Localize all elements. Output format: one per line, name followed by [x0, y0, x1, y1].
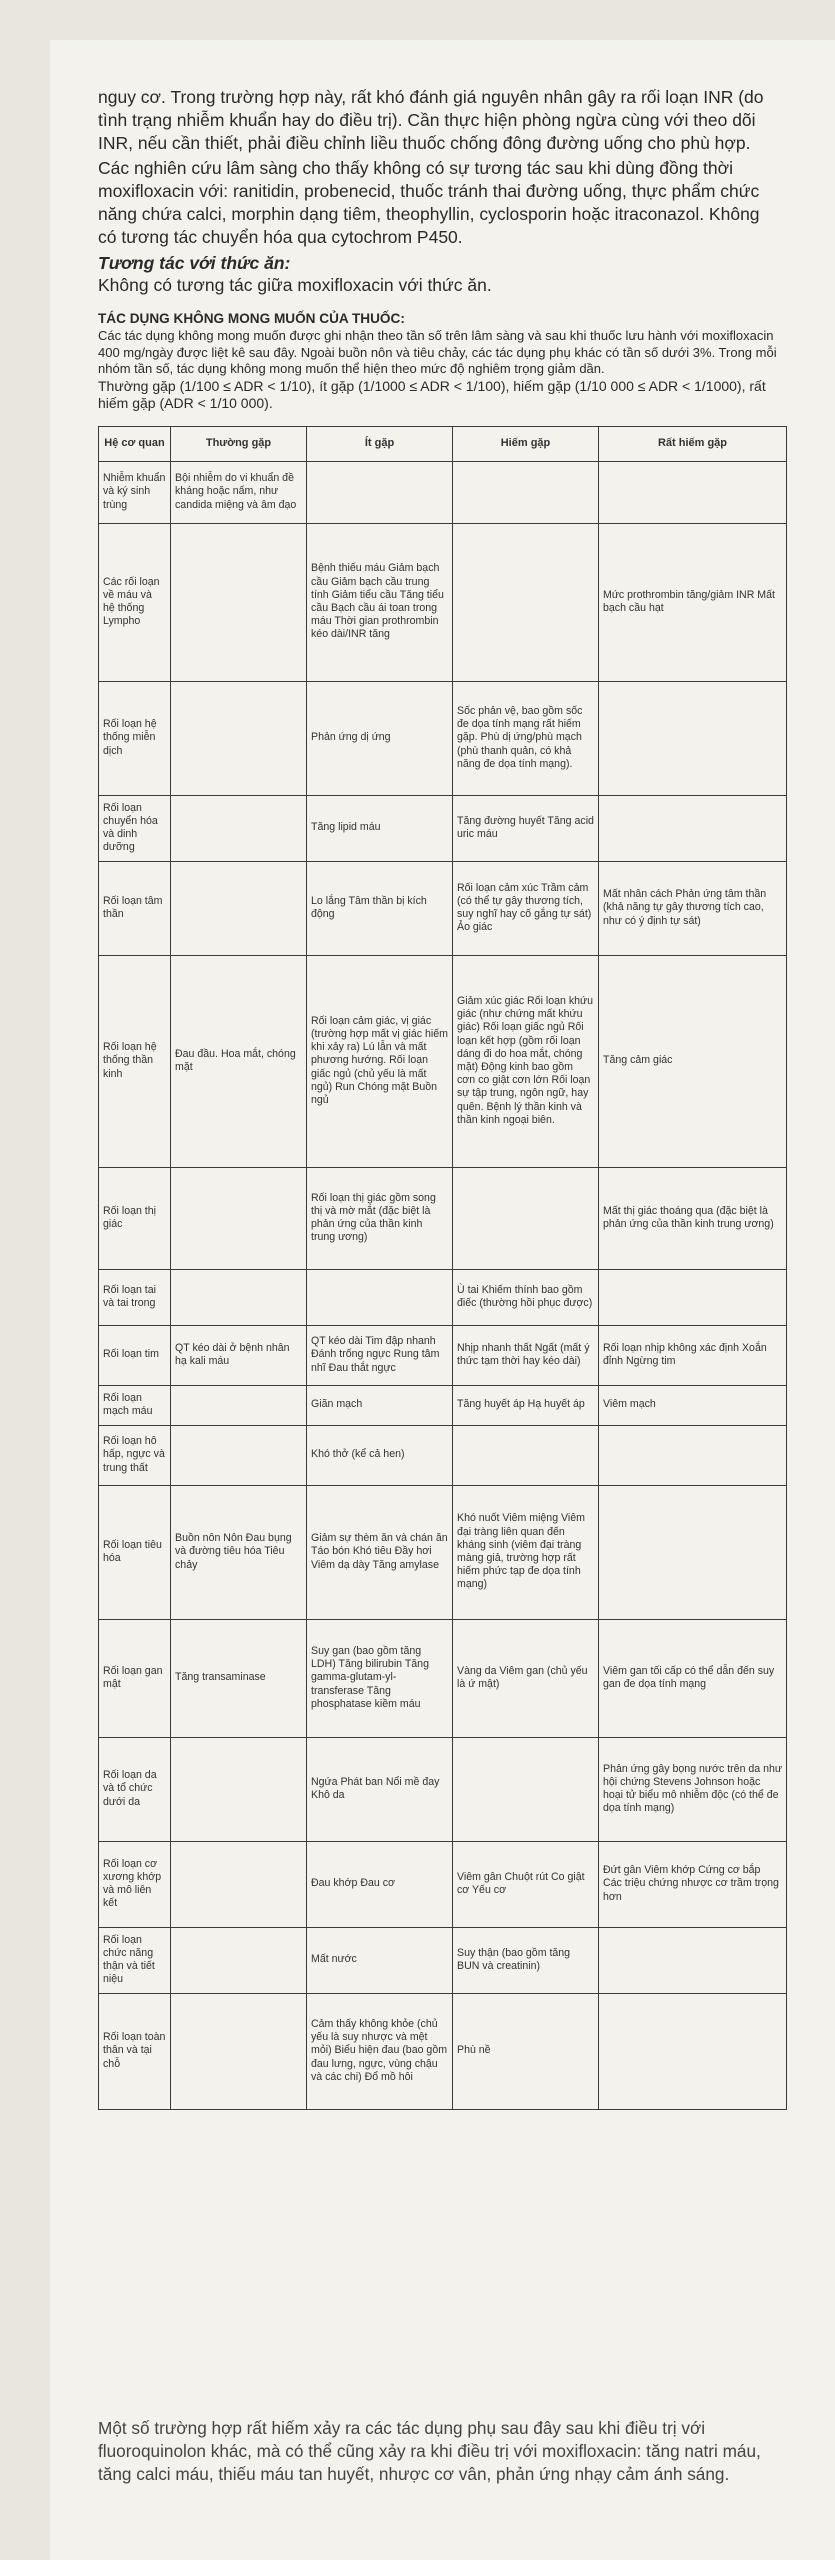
cell-rare: Khó nuốt Viêm miệng Viêm đại tràng liên quan đến kháng sinh (viêm đại tràng màng giả, trường hợp rất hiếm phức tạp đe dọa tính mạng) — [453, 1485, 599, 1619]
cell-uncommon: Khó thở (kể cả hen) — [307, 1425, 453, 1485]
table-row — [99, 1619, 787, 1737]
cell-rare — [453, 523, 599, 681]
food-interaction-heading: Tương tác với thức ăn: — [98, 253, 291, 273]
cell-organ: Rối loạn da và tổ chức dưới da — [99, 1737, 171, 1841]
cell-organ: Rối loạn hô hấp, ngực và trung thất — [99, 1425, 171, 1485]
cell-very-rare: Viêm mạch — [599, 1385, 787, 1425]
cell-uncommon: Rối loạn cảm giác, vị giác (trường hợp mất vị giác hiếm khi xảy ra) Lú lẫn và mất phương hướng. Rối loạn giấc ngủ (chủ yếu là mất ngủ) Run Chóng mặt Buồn ngủ — [307, 955, 453, 1167]
cell-uncommon: Giãn mạch — [307, 1385, 453, 1425]
cell-rare: Phù nề — [453, 1993, 599, 2109]
cell-common — [171, 1841, 307, 1927]
cell-common: Tăng transaminase — [171, 1619, 307, 1737]
table-row — [99, 1841, 787, 1927]
cell-rare: Suy thận (bao gồm tăng BUN và creatinin) — [453, 1927, 599, 1993]
cell-uncommon — [307, 1269, 453, 1325]
cell-organ: Rối loạn cơ xương khớp và mô liên kết — [99, 1841, 171, 1927]
cell-very-rare — [599, 681, 787, 795]
cell-uncommon: Ngứa Phát ban Nổi mề đay Khô da — [307, 1737, 453, 1841]
header-very-rare: Rất hiếm gặp — [599, 426, 787, 461]
cell-common — [171, 1167, 307, 1269]
cell-organ: Rối loạn tâm thần — [99, 861, 171, 955]
cell-common — [171, 681, 307, 795]
cell-uncommon: Lo lắng Tâm thần bị kích động — [307, 861, 453, 955]
table-row — [99, 1269, 787, 1325]
cell-organ: Rối loạn tiêu hóa — [99, 1485, 171, 1619]
table-row — [99, 461, 787, 523]
cell-uncommon: Tăng lipid máu — [307, 795, 453, 861]
cell-rare: Giảm xúc giác Rối loạn khứu giác (như chứng mất khứu giác) Rối loạn giấc ngủ Rối loạn kết hợp (gồm rối loạn dáng đi do hoa mắt, chóng mặt) Động kinh bao gồm cơn co giật cơn lớn Rối loạn sự tập trung, ngôn ngữ, hay quên. Bệnh lý thần kinh và thần kinh ngoại biên. — [453, 955, 599, 1167]
table-row — [99, 795, 787, 861]
cell-common: Bội nhiễm do vi khuẩn đề kháng hoặc nấm, như candida miệng và âm đạo — [171, 461, 307, 523]
adr-frequency-text: Thường gặp (1/100 ≤ ADR < 1/10), ít gặp (1/1000 ≤ ADR < 1/100), hiếm gặp (1/10 000 ≤ ADR < 1/1000), rất hiếm gặp (ADR < 1/10 000). — [98, 377, 766, 411]
cell-uncommon: Giảm sự thèm ăn và chán ăn Táo bón Khó tiêu Đầy hơi Viêm dạ dày Tăng amylase — [307, 1485, 453, 1619]
cell-very-rare: Đứt gân Viêm khớp Cứng cơ bắp Các triệu chứng nhược cơ trầm trọng hơn — [599, 1841, 787, 1927]
cell-rare: Sốc phản vệ, bao gồm sốc đe dọa tính mạng rất hiếm gặp. Phù dị ứng/phù mạch (phù thanh quản, có khả năng đe dọa tính mạng). — [453, 681, 599, 795]
table-row — [99, 1927, 787, 1993]
cell-organ: Nhiễm khuẩn và ký sinh trùng — [99, 461, 171, 523]
adr-intro-text: Các tác dụng không mong muốn được ghi nhận theo tần số trên lâm sàng và sau khi thuốc lưu hành với moxifloxacin 400 mg/ngày được liệt kê sau đây. Ngoài buồn nôn và tiêu chảy, các tác dụng phụ khác có tần số dưới 3%. Trong mỗi nhóm tần số, tác dụng không mong muốn thể hiện theo mức độ nghiêm trọng giảm dần. — [98, 328, 777, 376]
cell-very-rare: Mất nhân cách Phản ứng tâm thần (khả năng tự gây thương tích cao, như có ý định tự sát) — [599, 861, 787, 955]
table-row — [99, 1425, 787, 1485]
cell-common — [171, 1425, 307, 1485]
cell-very-rare — [599, 461, 787, 523]
cell-organ: Rối loạn thị giác — [99, 1167, 171, 1269]
cell-organ: Rối loạn chuyển hóa và dinh dưỡng — [99, 795, 171, 861]
cell-very-rare — [599, 1485, 787, 1619]
table-row — [99, 861, 787, 955]
cell-common — [171, 1927, 307, 1993]
cell-uncommon — [307, 461, 453, 523]
cell-very-rare: Rối loạn nhịp không xác định Xoắn đỉnh Ngừng tim — [599, 1325, 787, 1385]
table-row — [99, 955, 787, 1167]
cell-common — [171, 795, 307, 861]
table-row — [99, 1325, 787, 1385]
intro-paragraph-2: Các nghiên cứu lâm sàng cho thấy không có sự tương tác sau khi dùng đồng thời moxifloxacin với: ranitidin, probenecid, thuốc tránh thai đường uống, thực phẩm chức năng chứa calci, morphin dạng tiêm, theophyllin, cyclosporin hoặc itraconazol. Không có tương tác chuyển hóa qua cytochrom P450. — [98, 158, 760, 247]
cell-uncommon: Phản ứng dị ứng — [307, 681, 453, 795]
food-interaction-text: Không có tương tác giữa moxifloxacin với thức ăn. — [98, 275, 492, 295]
table-row — [99, 1737, 787, 1841]
cell-rare — [453, 1167, 599, 1269]
cell-common: Buồn nôn Nôn Đau bụng và đường tiêu hóa Tiêu chảy — [171, 1485, 307, 1619]
cell-common: QT kéo dài ở bệnh nhân hạ kali máu — [171, 1325, 307, 1385]
cell-very-rare: Mức prothrombin tăng/giảm INR Mất bạch cầu hạt — [599, 523, 787, 681]
cell-rare: Nhịp nhanh thất Ngất (mất ý thức tạm thời hay kéo dài) — [453, 1325, 599, 1385]
cell-very-rare: Tăng cảm giác — [599, 955, 787, 1167]
cell-very-rare: Phản ứng gây bọng nước trên da như hội chứng Stevens Johnson hoặc hoại tử biểu mô nhiễm độc (có thể đe dọa tính mạng) — [599, 1737, 787, 1841]
cell-common — [171, 523, 307, 681]
table-row — [99, 1385, 787, 1425]
cell-common — [171, 1993, 307, 2109]
table-row — [99, 1993, 787, 2109]
table-row — [99, 1485, 787, 1619]
cell-uncommon: Đau khớp Đau cơ — [307, 1841, 453, 1927]
cell-common — [171, 861, 307, 955]
header-rare: Hiếm gặp — [453, 426, 599, 461]
header-organ-system: Hệ cơ quan — [99, 426, 171, 461]
cell-common — [171, 1737, 307, 1841]
cell-rare — [453, 461, 599, 523]
cell-rare: Rối loạn cảm xúc Trầm cảm (có thể tự gây thương tích, suy nghĩ hay cố gắng tự sát) Ảo giác — [453, 861, 599, 955]
cell-organ: Rối loạn hệ thống miễn dịch — [99, 681, 171, 795]
cell-organ: Rối loạn chức năng thận và tiết niệu — [99, 1927, 171, 1993]
cell-common: Đau đầu. Hoa mắt, chóng mặt — [171, 955, 307, 1167]
cell-rare: Tăng huyết áp Hạ huyết áp — [453, 1385, 599, 1425]
table-body — [99, 461, 787, 2109]
table-row — [99, 523, 787, 681]
cell-uncommon: Cảm thấy không khỏe (chủ yếu là suy nhược và mệt mỏi) Biểu hiện đau (bao gồm đau lưng, ngực, vùng chậu và các chi) Đổ mồ hôi — [307, 1993, 453, 2109]
adverse-reactions-table — [98, 426, 787, 2110]
cell-organ: Rối loạn hệ thống thần kinh — [99, 955, 171, 1167]
cell-very-rare: Mất thị giác thoáng qua (đặc biệt là phản ứng của thần kinh trung ương) — [599, 1167, 787, 1269]
cell-organ: Rối loạn tai và tai trong — [99, 1269, 171, 1325]
table-row — [99, 1167, 787, 1269]
cell-uncommon: Mất nước — [307, 1927, 453, 1993]
cell-organ: Rối loạn toàn thân và tại chỗ — [99, 1993, 171, 2109]
cell-uncommon: Bệnh thiếu máu Giảm bạch cầu Giảm bạch cầu trung tính Giảm tiểu cầu Tăng tiểu cầu Bạch cầu ái toan trong máu Thời gian prothrombin kéo dài/INR tăng — [307, 523, 453, 681]
cell-common — [171, 1385, 307, 1425]
cell-rare: Tăng đường huyết Tăng acid uric máu — [453, 795, 599, 861]
cell-uncommon: Rối loạn thị giác gồm song thị và mờ mắt (đặc biệt là phản ứng của thần kinh trung ương) — [307, 1167, 453, 1269]
cell-organ: Rối loạn mạch máu — [99, 1385, 171, 1425]
table-header-row — [99, 426, 787, 461]
header-common: Thường gặp — [171, 426, 307, 461]
cell-rare: Vàng da Viêm gan (chủ yếu là ứ mật) — [453, 1619, 599, 1737]
cell-very-rare — [599, 1993, 787, 2109]
cell-rare — [453, 1425, 599, 1485]
cell-rare: Ù tai Khiếm thính bao gồm điếc (thường hồi phục được) — [453, 1269, 599, 1325]
adr-section-heading: TÁC DỤNG KHÔNG MONG MUỐN CỦA THUỐC: — [98, 311, 405, 326]
cell-organ: Rối loạn tim — [99, 1325, 171, 1385]
intro-paragraph-1: nguy cơ. Trong trường hợp này, rất khó đánh giá nguyên nhân gây ra rối loạn INR (do tình trạng nhiễm khuẩn hay do điều trị). Cần thực hiện phòng ngừa cùng với theo dõi INR, nếu cần thiết, phải điều chỉnh liều thuốc chống đông đường uống cho phù hợp. — [98, 87, 764, 153]
document-page — [50, 40, 835, 2560]
header-uncommon: Ít gặp — [307, 426, 453, 461]
cell-common — [171, 1269, 307, 1325]
cell-very-rare — [599, 1269, 787, 1325]
cell-very-rare — [599, 795, 787, 861]
cell-uncommon: Suy gan (bao gồm tăng LDH) Tăng bilirubin Tăng gamma-glutam-yl-transferase Tăng phosphatase kiềm máu — [307, 1619, 453, 1737]
cell-rare — [453, 1737, 599, 1841]
table-row — [99, 681, 787, 795]
cell-uncommon: QT kéo dài Tim đập nhanh Đánh trống ngực Rung tâm nhĩ Đau thắt ngực — [307, 1325, 453, 1385]
cell-very-rare — [599, 1425, 787, 1485]
cell-very-rare: Viêm gan tối cấp có thể dẫn đến suy gan đe dọa tính mạng — [599, 1619, 787, 1737]
footer-paragraph: Một số trường hợp rất hiếm xảy ra các tác dụng phụ sau đây sau khi điều trị với fluoroquinolon khác, mà có thể cũng xảy ra khi điều trị với moxifloxacin: tăng natri máu, tăng calci máu, thiếu máu tan huyết, nhược cơ vân, phản ứng nhạy cảm ánh sáng. — [98, 2418, 761, 2485]
cell-very-rare — [599, 1927, 787, 1993]
cell-organ: Rối loạn gan mật — [99, 1619, 171, 1737]
cell-organ: Các rối loạn về máu và hệ thống Lympho — [99, 523, 171, 681]
cell-rare: Viêm gân Chuột rút Co giật cơ Yếu cơ — [453, 1841, 599, 1927]
